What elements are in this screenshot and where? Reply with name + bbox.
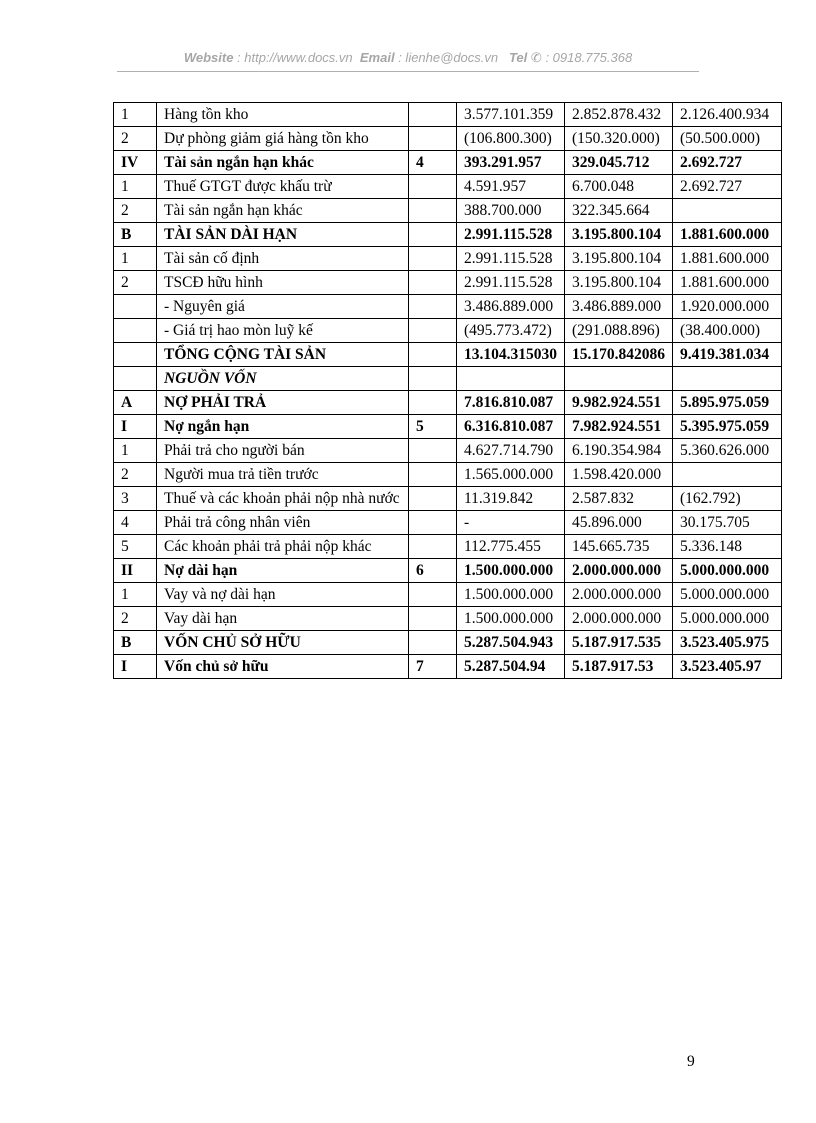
cell-note (409, 391, 457, 415)
cell-v1: 4.627.714.790 (457, 439, 565, 463)
cell-name: Phải trả công nhân viên (157, 511, 409, 535)
table-row (114, 583, 782, 607)
cell-idx: 1 (114, 583, 157, 607)
cell-v2: 3.195.800.104 (565, 223, 673, 247)
table-row (114, 391, 782, 415)
cell-name: Tài sản cố định (157, 247, 409, 271)
cell-v3: 1.881.600.000 (673, 271, 782, 295)
cell-v2: 15.170.842086 (565, 343, 673, 367)
cell-note (409, 247, 457, 271)
cell-v3: 3.523.405.975 (673, 631, 782, 655)
cell-idx (114, 343, 157, 367)
cell-v1: - (457, 511, 565, 535)
cell-v1: 11.319.842 (457, 487, 565, 511)
cell-v2: 45.896.000 (565, 511, 673, 535)
cell-v3: 5.360.626.000 (673, 439, 782, 463)
cell-v3 (673, 463, 782, 487)
cell-v3: 5.895.975.059 (673, 391, 782, 415)
table-row (114, 151, 782, 175)
cell-v2: 322.345.664 (565, 199, 673, 223)
cell-v2 (565, 367, 673, 391)
cell-name: - Giá trị hao mòn luỹ kế (157, 319, 409, 343)
cell-name: Nợ ngắn hạn (157, 415, 409, 439)
cell-v2: 6.190.354.984 (565, 439, 673, 463)
cell-v3: 5.000.000.000 (673, 607, 782, 631)
cell-idx: B (114, 631, 157, 655)
cell-name: TỔNG CỘNG TÀI SẢN (157, 343, 409, 367)
cell-note: 5 (409, 415, 457, 439)
cell-v2: 2.852.878.432 (565, 103, 673, 127)
cell-name: TSCĐ hữu hình (157, 271, 409, 295)
cell-v3: (162.792) (673, 487, 782, 511)
page-header (0, 50, 816, 66)
cell-idx: 1 (114, 103, 157, 127)
cell-note (409, 463, 457, 487)
cell-note (409, 319, 457, 343)
cell-name: Dự phòng giảm giá hàng tồn kho (157, 127, 409, 151)
cell-v3: (38.400.000) (673, 319, 782, 343)
cell-v1 (457, 367, 565, 391)
table-row (114, 223, 782, 247)
website-label: Website (183, 50, 234, 65)
cell-v3: 1.881.600.000 (673, 247, 782, 271)
cell-v2: 1.598.420.000 (565, 463, 673, 487)
cell-v1: 393.291.957 (457, 151, 565, 175)
cell-v2: 5.187.917.53 (565, 655, 673, 679)
table-row (114, 631, 782, 655)
cell-v2: 7.982.924.551 (565, 415, 673, 439)
email-label: Email (359, 50, 395, 65)
cell-v1: (106.800.300) (457, 127, 565, 151)
cell-v2: 3.195.800.104 (565, 271, 673, 295)
header-divider (117, 71, 699, 72)
cell-v1: 5.287.504.943 (457, 631, 565, 655)
table-row (114, 103, 782, 127)
balance-sheet-body (114, 103, 782, 679)
cell-name: Vốn chủ sở hữu (157, 655, 409, 679)
table-row (114, 175, 782, 199)
cell-note (409, 535, 457, 559)
table-row (114, 463, 782, 487)
cell-v3: 3.523.405.97 (673, 655, 782, 679)
table-row (114, 559, 782, 583)
cell-v3 (673, 199, 782, 223)
cell-v3: 5.395.975.059 (673, 415, 782, 439)
cell-name: Các khoản phải trả phải nộp khác (157, 535, 409, 559)
cell-v3: 1.920.000.000 (673, 295, 782, 319)
cell-v2: 2.000.000.000 (565, 559, 673, 583)
cell-idx: 2 (114, 271, 157, 295)
email-value: : lienhe@docs.vn (398, 50, 499, 65)
cell-note (409, 607, 457, 631)
balance-sheet-table (113, 102, 782, 679)
website-value: : http://www.docs.vn (237, 50, 353, 65)
table-row (114, 247, 782, 271)
cell-name: Thuế và các khoản phải nộp nhà nước (157, 487, 409, 511)
cell-v3: 5.000.000.000 (673, 583, 782, 607)
cell-idx (114, 367, 157, 391)
cell-idx: B (114, 223, 157, 247)
table-row (114, 343, 782, 367)
cell-name: NỢ PHẢI TRẢ (157, 391, 409, 415)
cell-note: 6 (409, 559, 457, 583)
cell-idx: 4 (114, 511, 157, 535)
table-row (114, 199, 782, 223)
table-row (114, 535, 782, 559)
cell-idx (114, 319, 157, 343)
cell-v1: 2.991.115.528 (457, 247, 565, 271)
tel-label: Tel (508, 50, 528, 65)
cell-v1: 3.486.889.000 (457, 295, 565, 319)
cell-note (409, 487, 457, 511)
cell-v3: 5.336.148 (673, 535, 782, 559)
cell-idx: 5 (114, 535, 157, 559)
cell-name: Vay và nợ dài hạn (157, 583, 409, 607)
table-row (114, 607, 782, 631)
cell-idx: 2 (114, 607, 157, 631)
cell-idx: 3 (114, 487, 157, 511)
cell-note: 4 (409, 151, 457, 175)
cell-v3: 2.126.400.934 (673, 103, 782, 127)
cell-v1: 2.991.115.528 (457, 223, 565, 247)
cell-v1: 4.591.957 (457, 175, 565, 199)
cell-v2: 9.982.924.551 (565, 391, 673, 415)
cell-v2: 2.000.000.000 (565, 583, 673, 607)
cell-v1: 7.816.810.087 (457, 391, 565, 415)
cell-v1: 1.565.000.000 (457, 463, 565, 487)
cell-name: NGUỒN VỐN (157, 367, 409, 391)
cell-v2: 5.187.917.535 (565, 631, 673, 655)
table-row (114, 367, 782, 391)
cell-idx: A (114, 391, 157, 415)
cell-v1: 6.316.810.087 (457, 415, 565, 439)
cell-name: Hàng tồn kho (157, 103, 409, 127)
table-row (114, 127, 782, 151)
cell-name: Thuế GTGT được khấu trừ (157, 175, 409, 199)
cell-note (409, 511, 457, 535)
cell-v2: 145.665.735 (565, 535, 673, 559)
cell-name: Vay dài hạn (157, 607, 409, 631)
cell-v1: 1.500.000.000 (457, 559, 565, 583)
table-row (114, 319, 782, 343)
cell-v1: 1.500.000.000 (457, 583, 565, 607)
table-row (114, 487, 782, 511)
cell-note (409, 199, 457, 223)
page-number: 9 (687, 1053, 695, 1070)
cell-idx: II (114, 559, 157, 583)
cell-idx (114, 295, 157, 319)
cell-name: TÀI SẢN DÀI HẠN (157, 223, 409, 247)
cell-v3: 9.419.381.034 (673, 343, 782, 367)
cell-note (409, 127, 457, 151)
cell-name: VỐN CHỦ SỞ HỮU (157, 631, 409, 655)
cell-v2: 2.587.832 (565, 487, 673, 511)
cell-note (409, 631, 457, 655)
cell-v1: 112.775.455 (457, 535, 565, 559)
cell-v1: 5.287.504.94 (457, 655, 565, 679)
cell-note (409, 343, 457, 367)
cell-note (409, 439, 457, 463)
cell-v3: 30.175.705 (673, 511, 782, 535)
table-row (114, 655, 782, 679)
cell-note (409, 295, 457, 319)
cell-note (409, 271, 457, 295)
cell-v3 (673, 367, 782, 391)
tel-value: : 0918.775.368 (545, 50, 633, 65)
cell-v1: 1.500.000.000 (457, 607, 565, 631)
cell-name: Nợ dài hạn (157, 559, 409, 583)
cell-v1: 388.700.000 (457, 199, 565, 223)
cell-v2: 6.700.048 (565, 175, 673, 199)
cell-v3: 5.000.000.000 (673, 559, 782, 583)
table-row (114, 295, 782, 319)
cell-name: Phải trả cho người bán (157, 439, 409, 463)
cell-v1: 13.104.315030 (457, 343, 565, 367)
cell-idx: I (114, 655, 157, 679)
table-row (114, 271, 782, 295)
cell-note (409, 103, 457, 127)
cell-v3: 2.692.727 (673, 175, 782, 199)
cell-idx: 1 (114, 175, 157, 199)
table-row (114, 415, 782, 439)
cell-v3: 1.881.600.000 (673, 223, 782, 247)
cell-note (409, 175, 457, 199)
cell-idx: IV (114, 151, 157, 175)
cell-note (409, 223, 457, 247)
cell-idx: 1 (114, 247, 157, 271)
cell-name: Tài sản ngắn hạn khác (157, 199, 409, 223)
cell-v1: 3.577.101.359 (457, 103, 565, 127)
cell-idx: 2 (114, 463, 157, 487)
cell-note (409, 583, 457, 607)
cell-idx: 2 (114, 199, 157, 223)
cell-v2: 3.195.800.104 (565, 247, 673, 271)
cell-v2: 3.486.889.000 (565, 295, 673, 319)
cell-v3: 2.692.727 (673, 151, 782, 175)
cell-v1: 2.991.115.528 (457, 271, 565, 295)
cell-idx: I (114, 415, 157, 439)
cell-v2: 329.045.712 (565, 151, 673, 175)
phone-icon: ✆ (530, 50, 542, 65)
cell-v2: (291.088.896) (565, 319, 673, 343)
cell-v2: (150.320.000) (565, 127, 673, 151)
cell-name: Tài sản ngắn hạn khác (157, 151, 409, 175)
table-row (114, 439, 782, 463)
cell-name: Người mua trả tiền trước (157, 463, 409, 487)
cell-note: 7 (409, 655, 457, 679)
cell-idx: 1 (114, 439, 157, 463)
cell-v1: (495.773.472) (457, 319, 565, 343)
table-row (114, 511, 782, 535)
cell-v3: (50.500.000) (673, 127, 782, 151)
cell-v2: 2.000.000.000 (565, 607, 673, 631)
cell-note (409, 367, 457, 391)
cell-idx: 2 (114, 127, 157, 151)
cell-name: - Nguyên giá (157, 295, 409, 319)
